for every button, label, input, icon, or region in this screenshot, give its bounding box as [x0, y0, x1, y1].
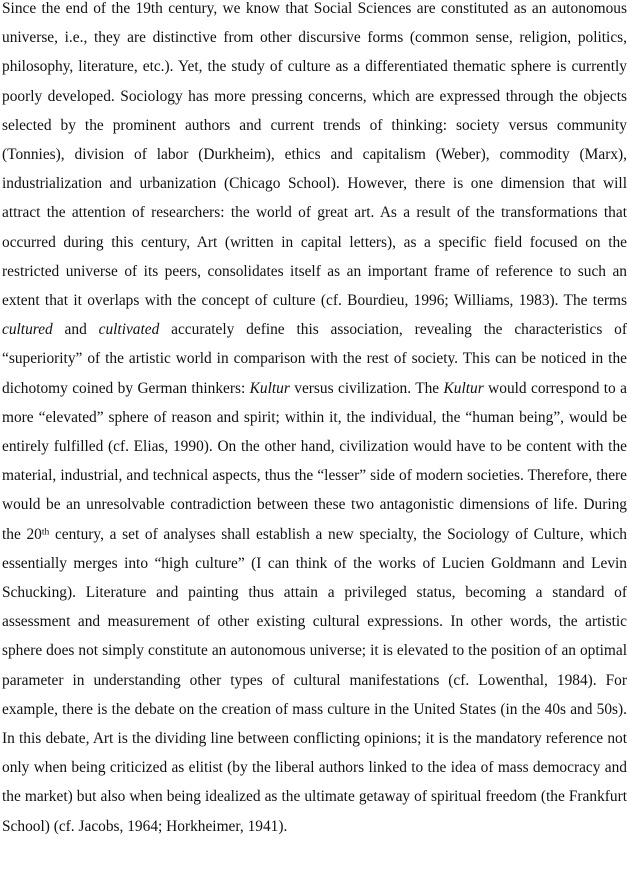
text-segment: and — [52, 321, 99, 339]
italic-term-cultivated: cultivated — [98, 321, 160, 339]
italic-term-kultur: Kultur — [249, 379, 290, 397]
text-segment: century, a set of analyses shall establish a new specialty, the Sociology of Culture, which essentially merges into “high culture” (I can think of the works of Lucien Goldmann and Levin Schucking). Literature and painting thus attain a privileged status, becoming a standard of assessment and measurement of other existing cultural expressions. In other words, the artistic sphere does not simply constitute an autonomous universe; it is elevated to the position of an optimal parameter in understanding other types of cultural manifestations (cf. Lowenthal, 1984). For example, there is the debate on the creation of mass culture in the United States (in the 40s and 50s). In this debate, Art is the dividing line between conflicting opinions; it is the mandatory reference not only when being criticized as elitist (by the liberal authors linked to the idea of mass democracy and the market) but also when being idealized as the ultimate getaway of spiritual freedom (the Frankfurt School) (cf. Jacobs, 1964; Horkheimer, 1941). — [2, 525, 627, 835]
text-segment: accurately define this association, revealing the characteristics of “superiority” of the artistic world in comparison with the rest of society. This can be noticed in the dichotomy coined by German thinkers: — [2, 321, 627, 397]
italic-term-cultured: cultured — [2, 321, 53, 339]
body-paragraph — [2, 0, 627, 841]
ordinal-superscript: th — [41, 526, 50, 537]
text-segment: Since the end of the 19th century, we know that Social Sciences are constituted as an autonomous universe, i.e., they are distinctive from other discursive forms (common sense, religion, politics, philosophy, literature, etc.). Yet, the study of culture as a differentiated thematic sphere is currently poorly developed. Sociology has more pressing concerns, which are expressed through the objects selected by the prominent authors and current trends of thinking: society versus community (Tonnies), division of labor (Durkheim), ethics and capitalism (Weber), commodity (Marx), industrialization and urbanization (Chicago School). However, there is one dimension that will attract the attention of researchers: the world of great art. As a result of the transformations that occurred during this century, Art (written in capital letters), as a specific field focused on the restricted universe of its peers, consolidates itself as an important frame of reference to such an extent that it overlaps with the concept of culture (cf. Bourdieu, 1996; Williams, 1983). The terms — [2, 0, 627, 310]
text-segment: would correspond to a more “elevated” sphere of reason and spirit; within it, the individual, the “human being”, would be entirely fulfilled (cf. Elias, 1990). On the other hand, civilization would have to be content with the material, industrial, and technical aspects, thus the “lesser” side of modern societies. Therefore, there would be an unresolvable contradiction between these two antagonistic dimensions of life. During the 20 — [2, 379, 627, 543]
italic-term-kultur: Kultur — [443, 379, 484, 397]
text-segment: versus civilization. The — [289, 379, 444, 397]
